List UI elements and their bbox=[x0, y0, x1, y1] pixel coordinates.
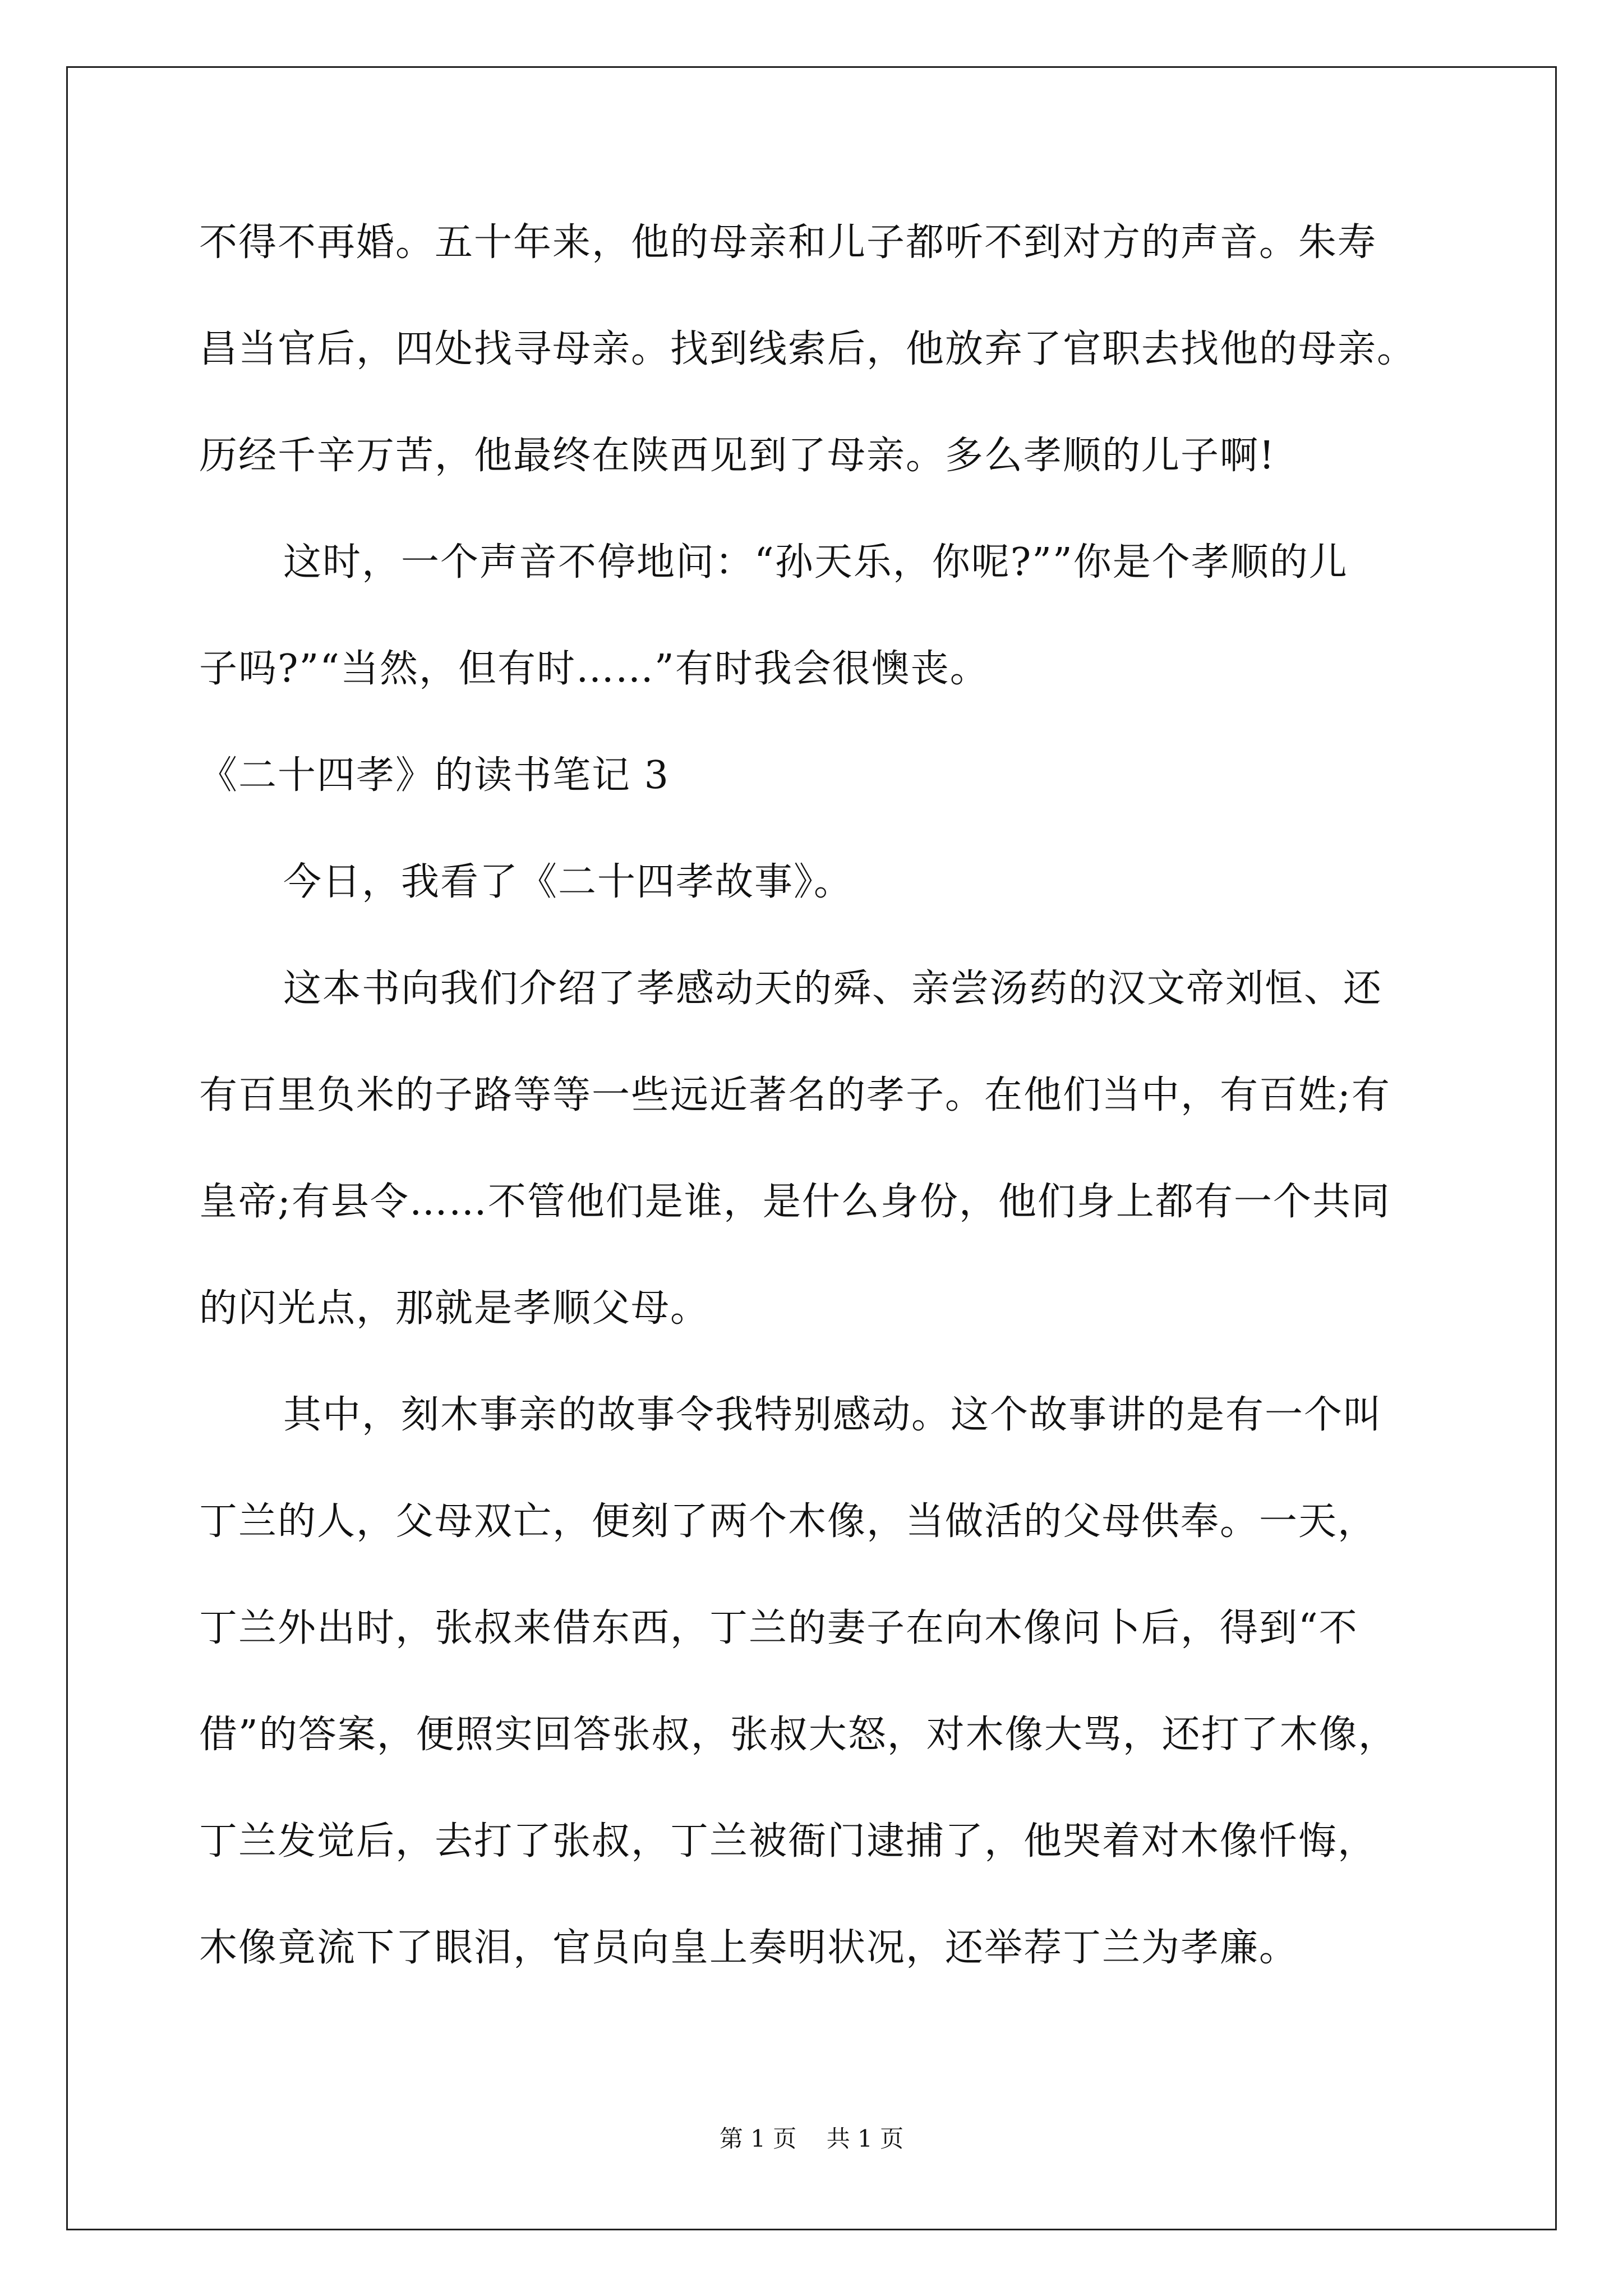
paragraph-line: 丁兰的人，父母双亡，便刻了两个木像，当做活的父母供奉。一天， bbox=[199, 1499, 1377, 1544]
paragraph-line: 皇帝;有县令……不管他们是谁，是什么身份，他们身上都有一个共同 bbox=[199, 1180, 1391, 1224]
paragraph-line: 历经千辛万苦，他最终在陕西见到了母亲。多么孝顺的儿子啊! bbox=[199, 434, 1276, 478]
paragraph-line: 今日，我看了《二十四孝故事》。 bbox=[283, 860, 854, 904]
paragraph-line: 这本书向我们介绍了孝感动天的舜、亲尝汤药的汉文帝刘恒、还 bbox=[283, 967, 1383, 1011]
paragraph-line: 借”的答案，便照实回答张叔，张叔大怒，对木像大骂，还打了木像， bbox=[199, 1713, 1398, 1757]
page-border bbox=[66, 66, 1557, 2230]
section-heading: 《二十四孝》的读书笔记 3 bbox=[199, 753, 670, 798]
paragraph-line: 其中，刻木事亲的故事令我特别感动。这个故事讲的是有一个叫 bbox=[283, 1393, 1383, 1437]
paragraph-line: 不得不再婚。五十年来，他的母亲和儿子都听不到对方的声音。朱寿 bbox=[199, 220, 1377, 265]
paragraph-line: 木像竟流下了眼泪，官员向皇上奏明状况，还举荐丁兰为孝廉。 bbox=[199, 1926, 1299, 1970]
paragraph-line: 的闪光点，那就是孝顺父母。 bbox=[199, 1286, 710, 1331]
paragraph-line: 这时，一个声音不停地问：“孙天乐，你呢?””你是个孝顺的儿 bbox=[283, 540, 1348, 585]
paragraph-line: 丁兰发觉后，去打了张叔，丁兰被衙门逮捕了，他哭着对木像忏悔， bbox=[199, 1819, 1377, 1864]
paragraph-line: 丁兰外出时，张叔来借东西，丁兰的妻子在向木像问卜后，得到“不 bbox=[199, 1606, 1358, 1650]
page-number-footer: 第 1 页 共 1 页 bbox=[719, 2125, 904, 2152]
paragraph-line: 子吗?”“当然，但有时……”有时我会很懊丧。 bbox=[199, 647, 989, 691]
paragraph-line: 昌当官后，四处找寻母亲。找到线索后，他放弃了官职去找他的母亲。 bbox=[199, 327, 1417, 371]
paragraph-line: 有百里负米的子路等等一些远近著名的孝子。在他们当中，有百姓;有 bbox=[199, 1073, 1391, 1117]
